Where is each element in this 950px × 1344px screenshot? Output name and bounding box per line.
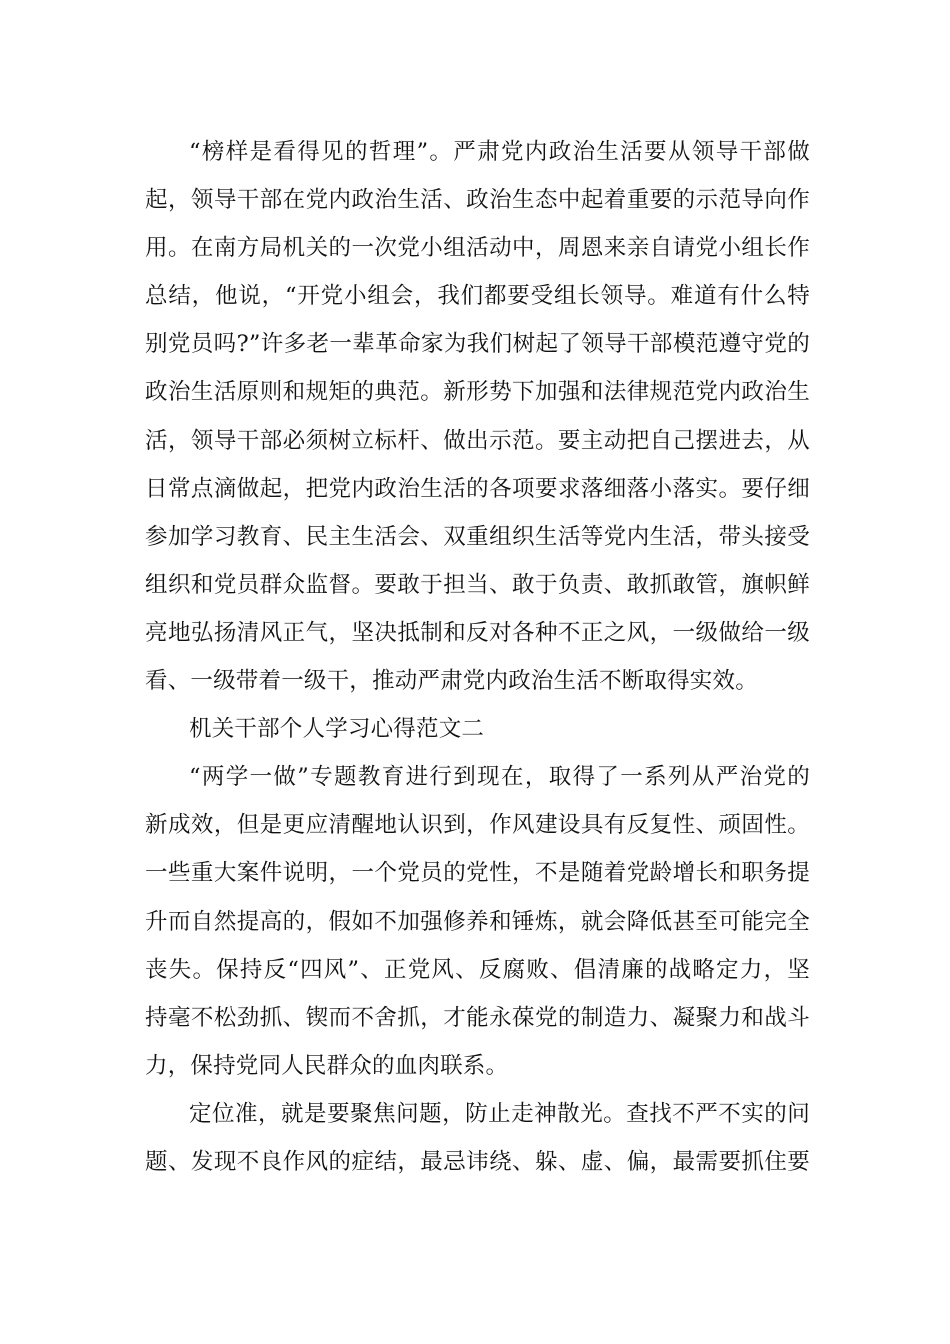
- text-line: 力，保持党同人民群众的血肉联系。: [145, 1052, 509, 1079]
- text-line: 亮地弘扬清风正气，坚决抵制和反对各种不正之风，一级做给一级: [145, 619, 810, 646]
- text-line: “两学一做”专题教育进行到现在，取得了一系列从严治党的: [189, 764, 810, 791]
- text-line: 定位准，就是要聚焦问题，防止走神散光。查找不严不实的问: [189, 1100, 810, 1127]
- text-line: 题、发现不良作风的症结，最忌讳绕、躲、虚、偏，最需要抓住要: [145, 1148, 810, 1175]
- text-line: 参加学习教育、民主生活会、双重组织生活等党内生活，带头接受: [145, 523, 810, 550]
- text-line: 活，领导干部必须树立标杆、做出示范。要主动把自己摆进去，从: [145, 427, 810, 454]
- text-line: 用。在南方局机关的一次党小组活动中，周恩来亲自请党小组长作: [145, 235, 810, 262]
- text-line: 日常点滴做起，把党内政治生活的各项要求落细落小落实。要仔细: [145, 475, 810, 502]
- text-line: 组织和党员群众监督。要敢于担当、敢于负责、敢抓敢管，旗帜鲜: [145, 571, 810, 598]
- text-line: 持毫不松劲抓、锲而不舍抓，才能永葆党的制造力、凝聚力和战斗: [145, 1004, 810, 1031]
- text-line: 丧失。保持反“四风”、正党风、反腐败、倡清廉的战略定力，坚: [145, 956, 810, 983]
- section-heading: 机关干部个人学习心得范文二: [189, 716, 485, 743]
- text-line: 看、一级带着一级干，推动严肃党内政治生活不断取得实效。: [145, 668, 758, 695]
- document-body: [145, 128, 810, 1186]
- text-line: 起，领导干部在党内政治生活、政治生态中起着重要的示范导向作: [145, 187, 810, 214]
- text-line: “榜样是看得见的哲理”。严肃党内政治生活要从领导干部做: [189, 139, 810, 165]
- text-line: 新成效，但是更应清醒地认识到，作风建设具有反复性、顽固性。: [145, 812, 810, 839]
- text-line: 升而自然提高的，假如不加强修养和锤炼，就会降低甚至可能完全: [145, 908, 810, 935]
- text-line: 政治生活原则和规矩的典范。新形势下加强和法律规范党内政治生: [145, 379, 810, 406]
- text-line: 总结，他说，“开党小组会，我们都要受组长领导。难道有什么特: [145, 283, 810, 310]
- text-line: 别党员吗?”许多老一辈革命家为我们树起了领导干部模范遵守党的: [145, 331, 810, 358]
- text-line: 一些重大案件说明，一个党员的党性，不是随着党龄增长和职务提: [145, 860, 810, 887]
